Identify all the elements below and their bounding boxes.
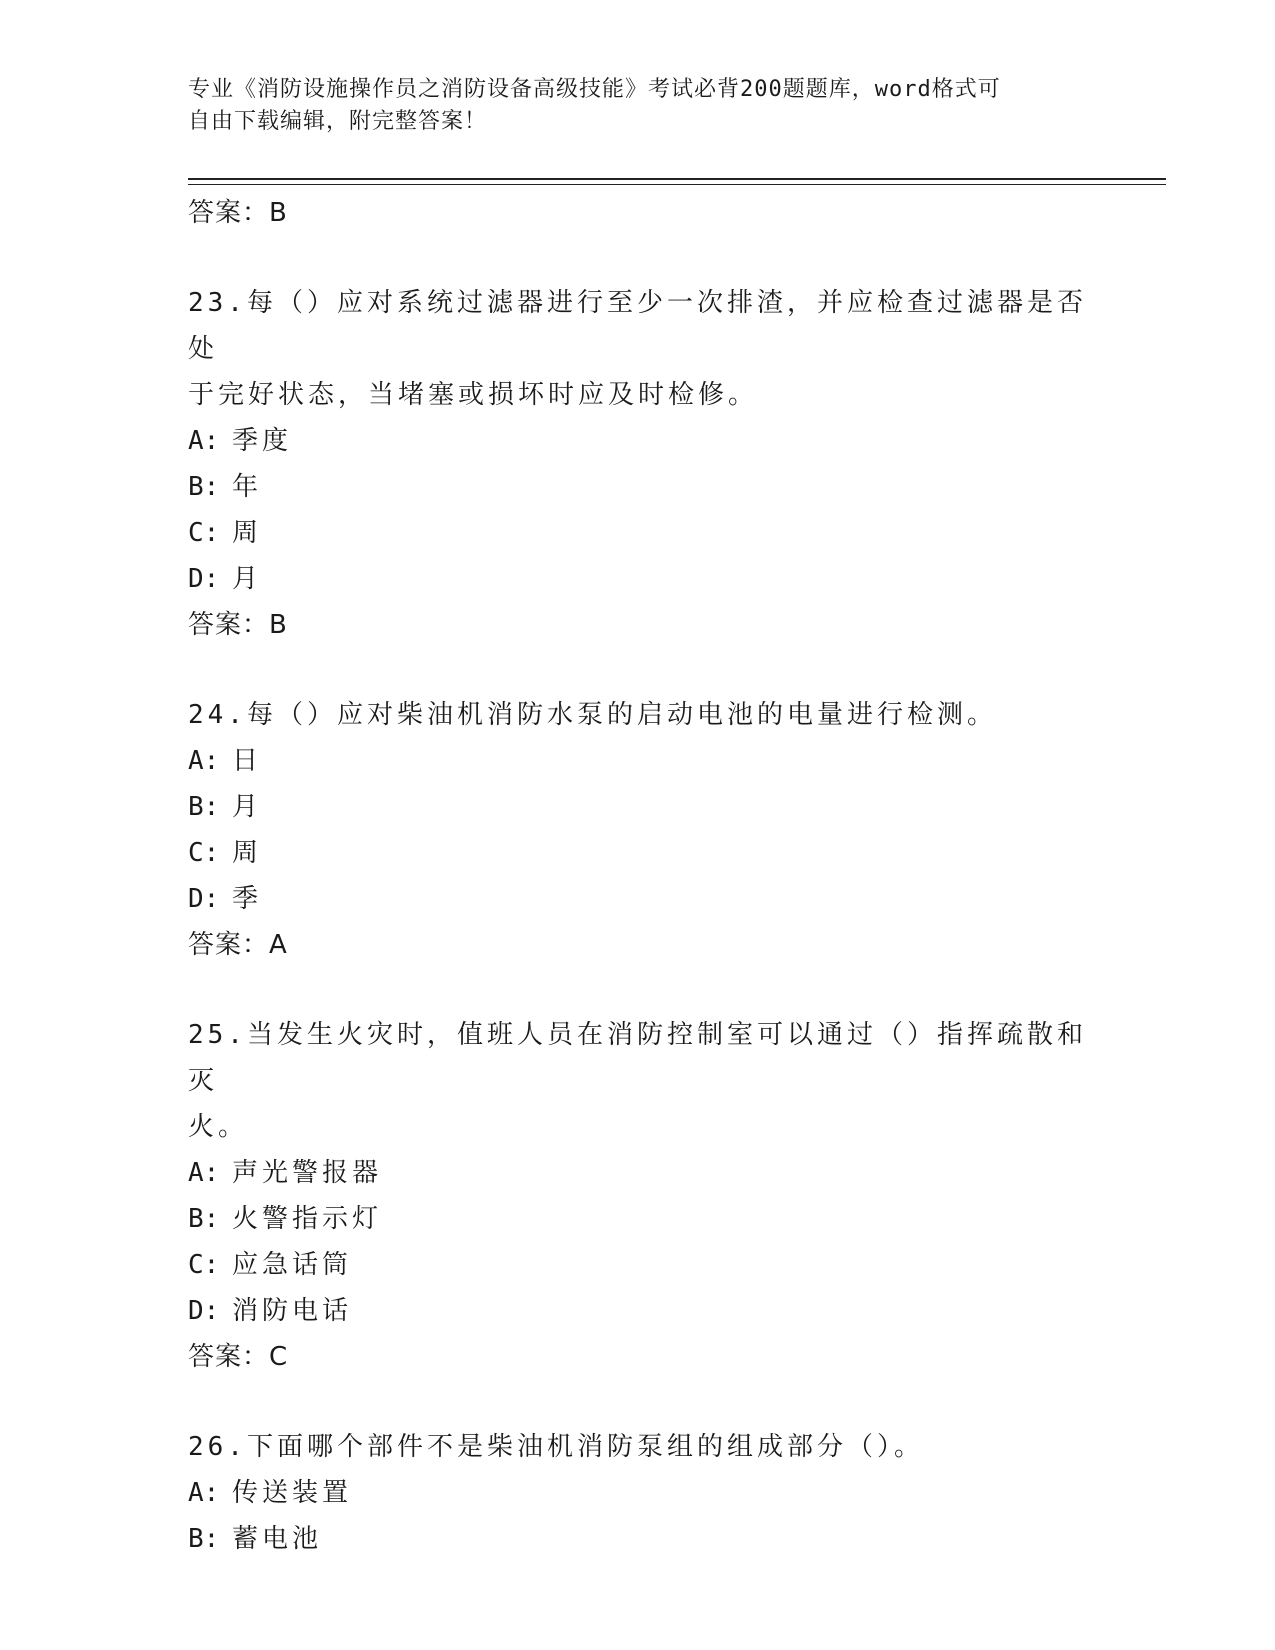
option-text: 年 [232, 472, 263, 502]
option-letter: C: [188, 1250, 220, 1280]
option-letter: D: [188, 884, 220, 914]
option-a [188, 1150, 1088, 1196]
option-text: 日 [232, 746, 263, 776]
answer: 答案：A [188, 930, 288, 960]
option-letter: A: [188, 1478, 220, 1508]
option-text: 周 [232, 838, 263, 868]
question-text: 26.下面哪个部件不是柴油机消防泵组的组成部分（）。 [188, 1432, 924, 1462]
option-a [188, 418, 1088, 464]
option-text: 消防电话 [232, 1296, 353, 1326]
option-text: 声光警报器 [232, 1158, 383, 1188]
option-c [188, 510, 1088, 556]
header-rule-thin [188, 184, 1166, 185]
option-c [188, 1242, 1088, 1288]
header-line-2: 自由下载编辑，附完整答案！ [188, 109, 488, 134]
question-list [188, 190, 1088, 1606]
option-d [188, 1288, 1088, 1334]
question-text: 25.当发生火灾时，值班人员在消防控制室可以通过（）指挥疏散和灭 [188, 1020, 1087, 1096]
option-text: 周 [232, 518, 263, 548]
option-d [188, 876, 1088, 922]
option-letter: A: [188, 1158, 220, 1188]
option-a [188, 738, 1088, 784]
option-letter: A: [188, 426, 220, 456]
option-text: 应急话筒 [232, 1250, 353, 1280]
option-letter: D: [188, 1296, 220, 1326]
answer: 答案：B [188, 610, 288, 640]
question-text: 火。 [188, 1112, 249, 1142]
document-header [188, 74, 1088, 138]
question-26 [188, 1424, 1088, 1562]
question-text: 23.每（）应对系统过滤器进行至少一次排渣，并应检查过滤器是否处 [188, 288, 1087, 364]
option-letter: B: [188, 792, 220, 822]
option-letter: B: [188, 1204, 220, 1234]
option-letter: B: [188, 1524, 220, 1554]
option-text: 季 [232, 884, 263, 914]
answer: 答案：C [188, 1342, 289, 1372]
option-c [188, 830, 1088, 876]
question-23 [188, 280, 1088, 648]
option-b [188, 1516, 1088, 1562]
question-25 [188, 1012, 1088, 1380]
option-letter: C: [188, 838, 220, 868]
question-text: 24.每（）应对柴油机消防水泵的启动电池的电量进行检测。 [188, 700, 997, 730]
option-text: 传送装置 [232, 1478, 353, 1508]
question-24 [188, 692, 1088, 968]
option-text: 季度 [232, 426, 293, 456]
option-letter: A: [188, 746, 220, 776]
question-text: 于完好状态，当堵塞或损坏时应及时检修。 [188, 380, 759, 410]
option-letter: D: [188, 564, 220, 594]
option-a [188, 1470, 1088, 1516]
option-b [188, 1196, 1088, 1242]
option-b [188, 784, 1088, 830]
option-b [188, 464, 1088, 510]
option-letter: C: [188, 518, 220, 548]
option-d [188, 556, 1088, 602]
option-text: 蓄电池 [232, 1524, 323, 1554]
option-text: 火警指示灯 [232, 1204, 383, 1234]
option-letter: B: [188, 472, 220, 502]
option-text: 月 [232, 792, 263, 822]
previous-answer: 答案：B [188, 198, 288, 228]
header-line-1: 专业《消防设施操作员之消防设备高级技能》考试必背200题题库，word格式可 [188, 77, 1001, 102]
header-rule-thick [188, 178, 1166, 180]
option-text: 月 [232, 564, 263, 594]
